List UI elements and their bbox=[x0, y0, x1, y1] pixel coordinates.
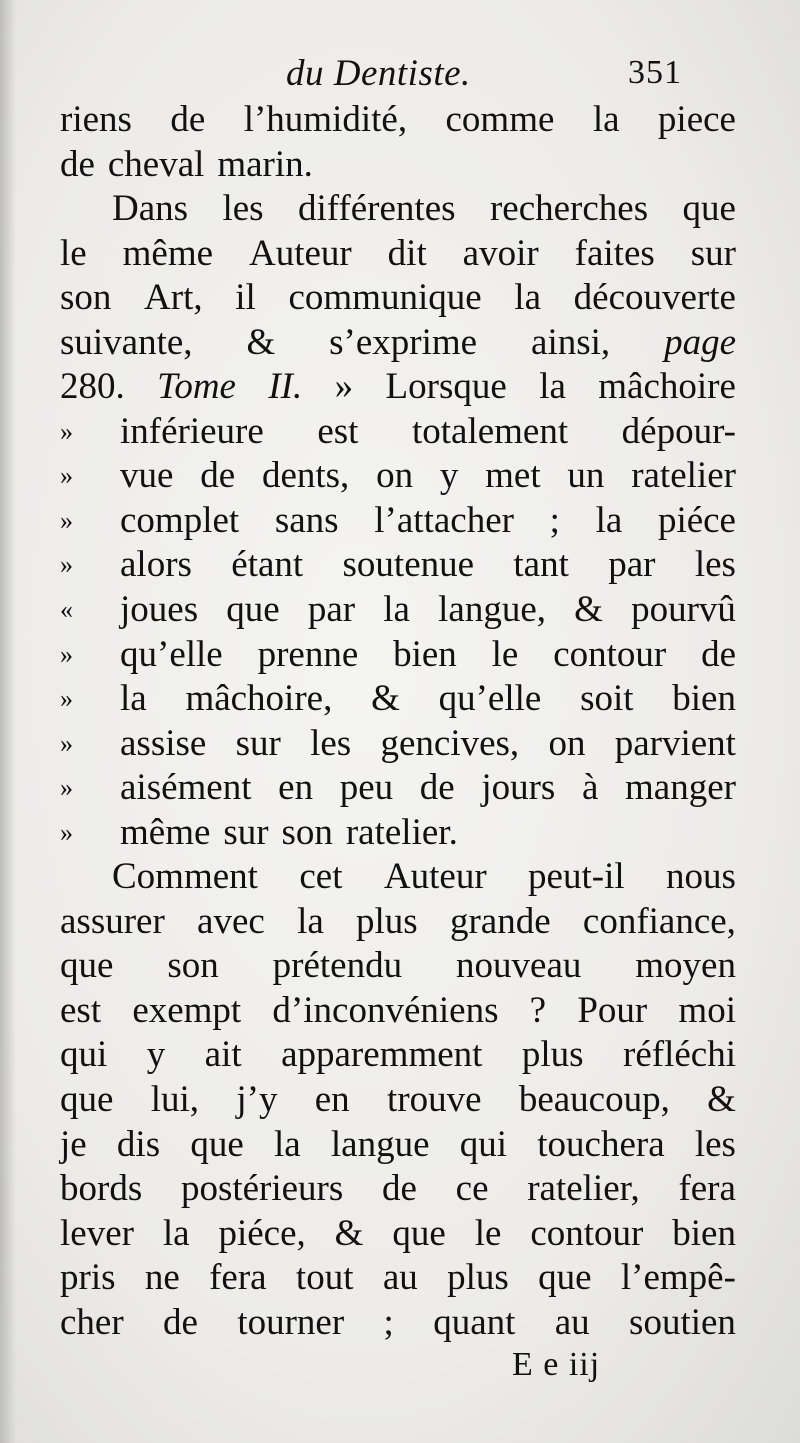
text-line: » alors étant soutenue tant par les bbox=[60, 543, 736, 588]
text-line: » inférieure est totalement dépour- bbox=[60, 410, 736, 455]
quote-mark: » bbox=[60, 773, 73, 803]
quote-mark: » bbox=[60, 684, 73, 714]
text-line: que son prétendu nouveau moyen bbox=[60, 945, 736, 987]
text-line: Dans les différentes recherches que bbox=[112, 188, 736, 230]
text-line: » vue de dents, on y met un ratelier bbox=[60, 454, 736, 499]
text-line: que lui, j’y en trouve beaucoup, & bbox=[60, 1079, 736, 1121]
binding-shadow bbox=[0, 0, 16, 1443]
text-line: de cheval marin. bbox=[60, 143, 313, 185]
text-line: » même sur son ratelier. bbox=[60, 811, 736, 856]
quote-mark: » bbox=[60, 461, 73, 491]
text-line: » assise sur les gencives, on parvient bbox=[60, 722, 736, 767]
text-line: pris ne fera tout au plus que l’empê- bbox=[60, 1257, 736, 1299]
text-line: est exempt d’inconvéniens ? Pour moi bbox=[60, 989, 736, 1031]
text-line: bords postérieurs de ce ratelier, fera bbox=[60, 1168, 736, 1210]
quote-mark: » bbox=[60, 639, 73, 669]
text-line: le même Auteur dit avoir faites sur bbox=[60, 232, 736, 274]
quote-mark: » bbox=[60, 505, 73, 535]
text-line: » la mâchoire, & qu’elle soit bien bbox=[60, 677, 736, 722]
text-line: » qu’elle prenne bien le contour de bbox=[60, 633, 736, 678]
running-head: du Dentiste. bbox=[286, 53, 471, 94]
text-line: » aisément en peu de jours à manger bbox=[60, 766, 736, 811]
text-line: suivante, & s’exprime ainsi, page bbox=[60, 321, 736, 363]
text-line: » complet sans l’attacher ; la piéce bbox=[60, 499, 736, 544]
text-line: Comment cet Auteur peut-il nous bbox=[112, 856, 736, 898]
text-line: cher de tourner ; quant au soutien bbox=[60, 1301, 736, 1343]
text-line: assurer avec la plus grande confiance, bbox=[60, 900, 736, 942]
quote-mark: » bbox=[60, 416, 73, 446]
text-line: « joues que par la langue, & pourvû bbox=[60, 588, 736, 633]
page-number: 351 bbox=[628, 54, 682, 91]
quote-mark: » bbox=[60, 728, 73, 758]
quote-mark: « bbox=[60, 595, 73, 625]
signature-mark: E e iij bbox=[512, 1346, 601, 1383]
text-line: lever la piéce, & que le contour bien bbox=[60, 1212, 736, 1254]
body-text bbox=[60, 98, 736, 1345]
text-line: qui y ait apparemment plus réfléchi bbox=[60, 1034, 736, 1076]
quote-mark: » bbox=[60, 550, 73, 580]
text-line: son Art, il communique la découverte bbox=[60, 277, 736, 319]
quote-mark: » bbox=[60, 817, 73, 847]
text-line: riens de l’humidité, comme la piece bbox=[60, 99, 736, 140]
text-line: je dis que la langue qui touchera les bbox=[60, 1123, 736, 1165]
text-line: 280. Tome II. » Lorsque la mâchoire bbox=[60, 366, 736, 408]
